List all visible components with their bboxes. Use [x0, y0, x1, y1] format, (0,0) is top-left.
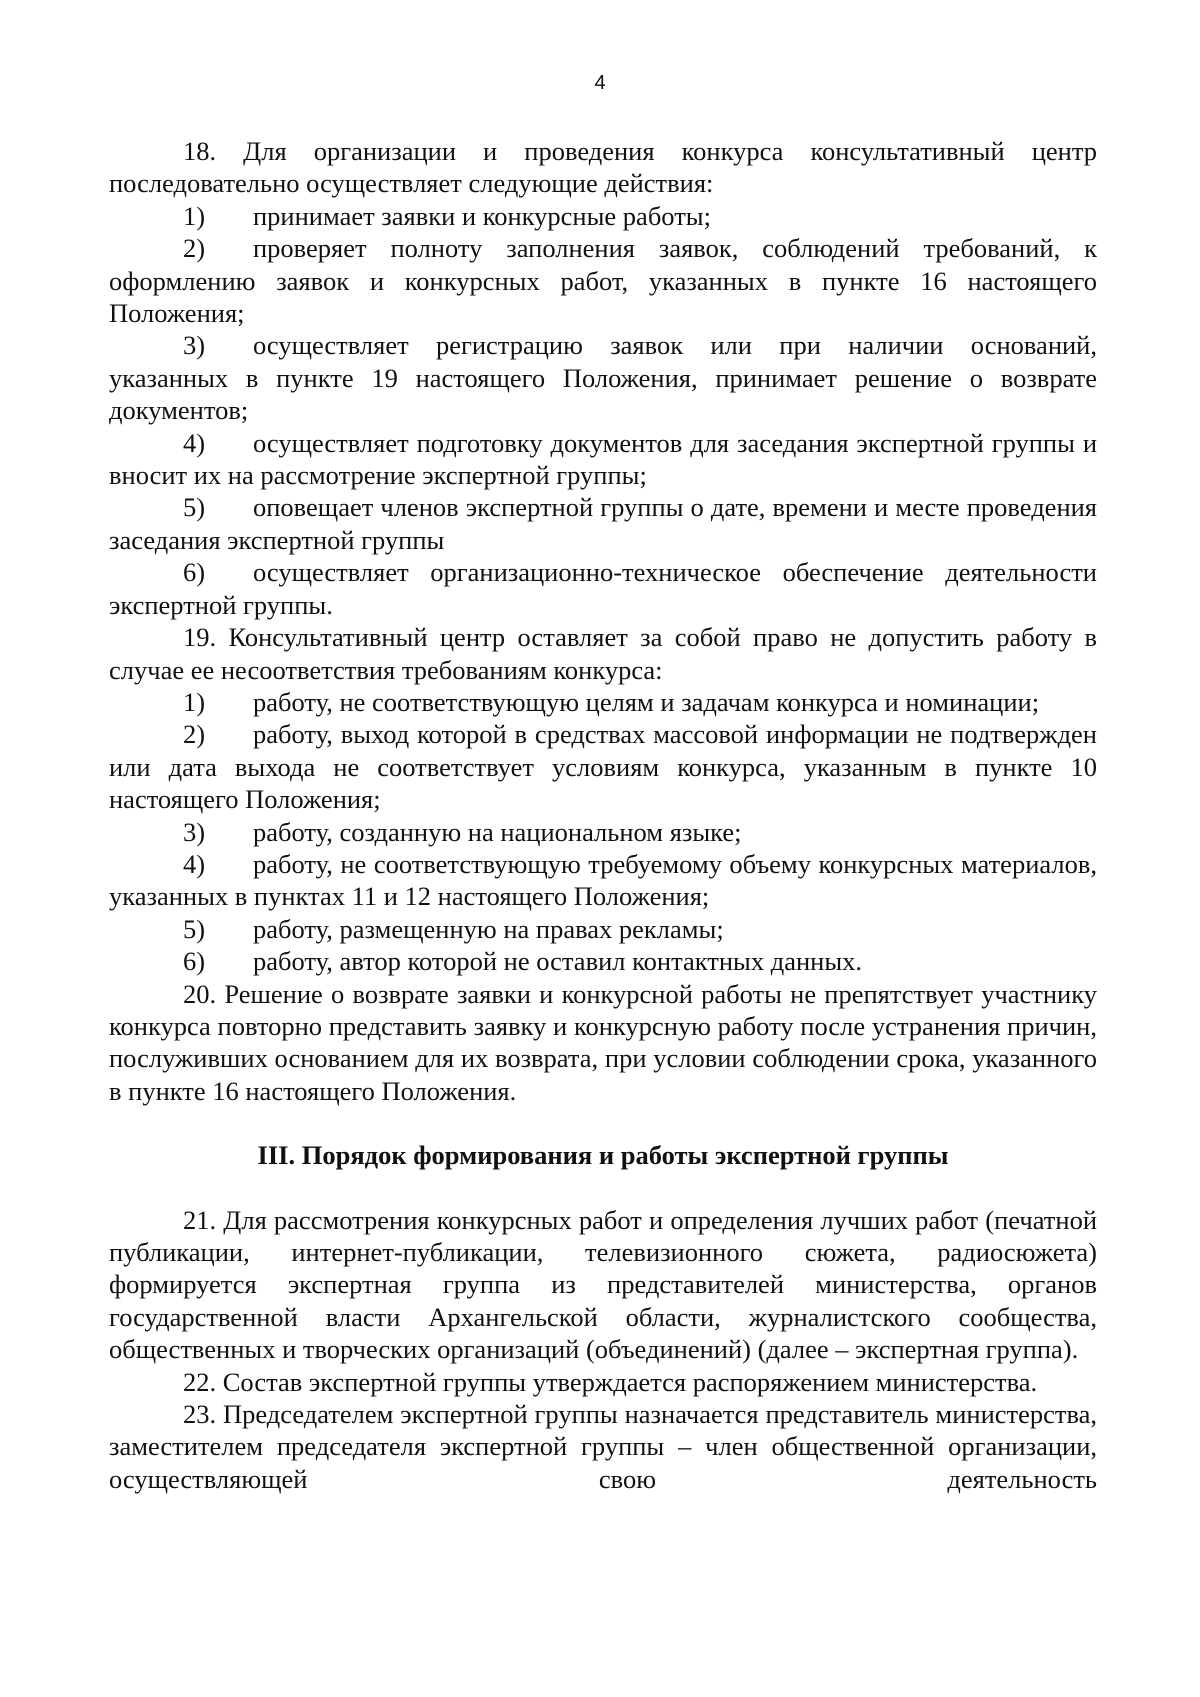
list-item [109, 232, 1097, 329]
paragraph-22: 22. Состав экспертной группы утверждается распоряжением министерства. [183, 1366, 1038, 1397]
list-item [109, 913, 1097, 945]
list-item-text: работу, созданную на национальном языке; [253, 816, 742, 847]
list-item-number: 5) [183, 913, 206, 944]
list-item-number: 4) [183, 427, 206, 458]
paragraph-19-list [109, 686, 1097, 978]
list-item-number: 4) [183, 848, 206, 879]
list-item-number: 1) [183, 200, 206, 231]
list-item-number: 2) [183, 233, 206, 264]
list-item [109, 718, 1097, 815]
list-item-number: 1) [183, 686, 206, 717]
list-item-number: 6) [183, 946, 206, 977]
paragraph-19-intro: 19. Консультативный центр оставляет за собой право не допустить работу в случае ее несоответствия требованиям конкурса: [109, 622, 1097, 685]
list-item-number: 3) [183, 330, 206, 361]
list-item-text: работу, не соответствующую целям и задачам конкурса и номинации; [253, 686, 1040, 717]
list-item-text: осуществляет регистрацию заявок или при наличии оснований, указанных в пункте 19 настоящего Положения, принимает решение о возврате документов; [109, 330, 1097, 426]
list-item-text: работу, автор которой не оставил контактных данных. [253, 946, 862, 977]
list-item-text: принимает заявки и конкурсные работы; [253, 200, 711, 231]
list-item [109, 329, 1097, 426]
list-item [109, 686, 1097, 718]
paragraph-21: 21. Для рассмотрения конкурсных работ и определения лучших работ (печатной публикации, интернет-публикации, телевизионного сюжета, радиосюжета) формируется экспертная группа из представителей министерства, органов государственной власти Архангельской области, журналистского сообщества, общественных и творческих организаций (объединений) (далее – экспертная группа). [109, 1204, 1097, 1365]
list-item-number: 3) [183, 816, 206, 847]
paragraph-20: 20. Решение о возврате заявки и конкурсной работы не препятствует участнику конкурса повторно представить заявку и конкурсную работу после устранения причин, послуживших основанием для их возврата, при условии соблюдении срока, указанного в пункте 16 настоящего Положения. [109, 978, 1097, 1106]
list-item-text: работу, размещенную на правах рекламы; [253, 913, 724, 944]
list-item [109, 556, 1097, 621]
list-item-number: 5) [183, 492, 206, 523]
page-number: 4 [594, 72, 606, 94]
list-item-text: осуществляет организационно-техническое обеспечение деятельности экспертной группы. [109, 557, 1097, 620]
list-item-text: работу, выход которой в средствах массовой информации не подтвержден или дата выхода не соответствует условиям конкурса, указанным в пункте 10 настоящего Положения; [109, 719, 1097, 815]
section-heading: III. Порядок формирования и работы экспертной группы [257, 1140, 949, 1171]
list-item-text: проверяет полноту заполнения заявок, соблюдений требований, к оформлению заявок и конкурсных работ, указанных в пункте 16 настоящего Положения; [109, 233, 1097, 329]
document-body [109, 135, 1097, 1495]
list-item [109, 945, 1097, 977]
paragraph-18-intro: 18. Для организации и проведения конкурса консультативный центр последовательно осуществляет следующие действия: [109, 136, 1097, 199]
list-item [109, 816, 1097, 848]
list-item [109, 848, 1097, 913]
paragraph-23: 23. Председателем экспертной группы назначается представитель министерства, заместителем председателя экспертной группы – член общественной организации, осуществляющей свою деятельность [109, 1399, 1097, 1494]
list-item-number: 2) [183, 719, 206, 750]
list-item-text: оповещает членов экспертной группы о дате, времени и месте проведения заседания экспертной группы [109, 492, 1097, 555]
list-item [109, 200, 1097, 232]
paragraph-18-list [109, 200, 1097, 621]
list-item-text: осуществляет подготовку документов для заседания экспертной группы и вносит их на рассмотрение экспертной группы; [109, 427, 1097, 491]
list-item-text: работу, не соответствующую требуемому объему конкурсных материалов, указанных в пунктах 11 и 12 настоящего Положения; [109, 848, 1097, 912]
list-item [109, 427, 1097, 492]
list-item-number: 6) [183, 557, 206, 588]
list-item [109, 491, 1097, 556]
